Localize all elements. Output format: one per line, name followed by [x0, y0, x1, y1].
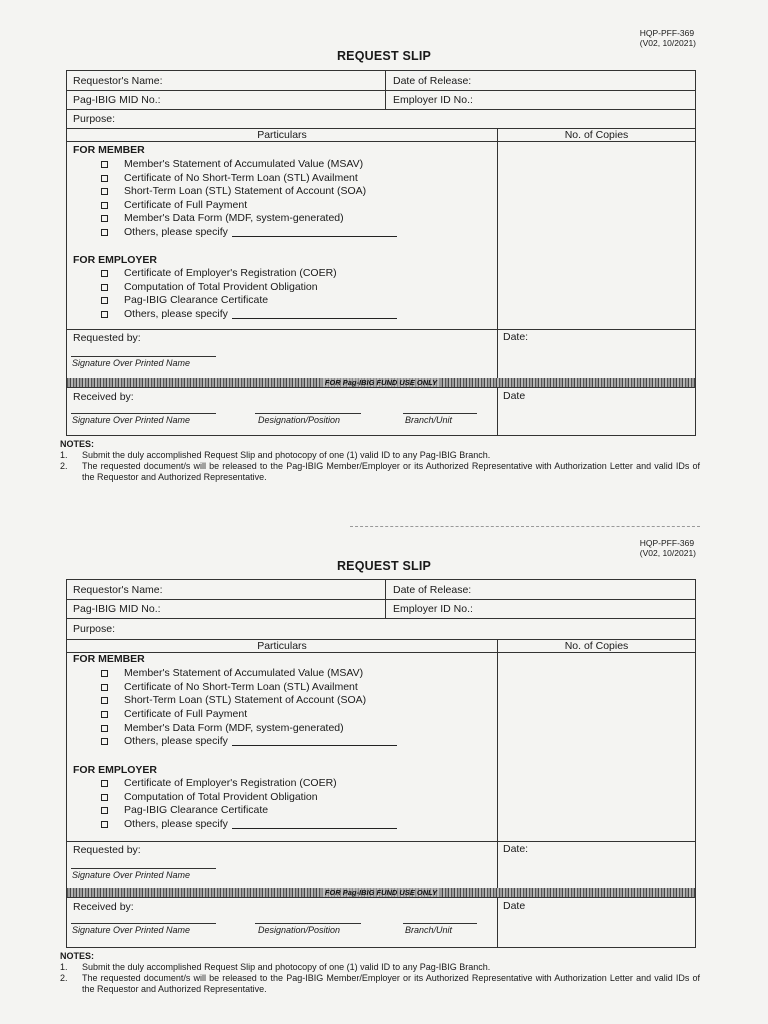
requested-by-row — [67, 329, 695, 379]
checkbox[interactable] — [101, 202, 108, 209]
date-label: Date: — [503, 331, 529, 343]
branch-label: Branch/Unit — [405, 415, 453, 425]
branch-line[interactable] — [403, 413, 477, 414]
date-of-release-field[interactable] — [387, 71, 471, 90]
date-label: Date — [503, 900, 526, 912]
office-use-label: FOR Pag-IBIG FUND USE ONLY — [322, 378, 440, 387]
row-mid — [67, 599, 695, 619]
form-code: HQP-PFF-369 — [639, 28, 695, 38]
particulars-body — [67, 141, 695, 330]
particulars-header — [67, 639, 695, 653]
note-item: 1. Submit the duly accomplished Request Slip and photocopy of one (1) valid ID to any Pag-IBIG Branch. — [60, 450, 491, 460]
option-no-stl[interactable]: Certificate of No Short-Term Loan (STL) Availment — [101, 172, 358, 184]
particulars-col-header: Particulars — [257, 128, 307, 141]
request-form-box — [66, 70, 696, 436]
signature-label: Signature Over Printed Name — [72, 925, 191, 935]
option-clearance[interactable]: Pag-IBIG Clearance Certificate — [101, 294, 268, 306]
option-msav[interactable]: Member's Statement of Accumulated Value (MSAV) — [101, 667, 363, 679]
date-of-release-field[interactable] — [387, 580, 471, 599]
page-title: REQUEST SLIP — [336, 559, 432, 573]
requestor-name-field[interactable] — [67, 71, 385, 90]
checkbox[interactable] — [101, 725, 108, 732]
note-item: 2. The requested document/s will be released to the Pag-IBIG Member/Employer or its Authorized Representative with Authorization Letter and valid IDs of the Requestor and Authorized Representative. — [60, 461, 700, 482]
mid-no-field[interactable] — [67, 599, 385, 618]
requested-by-row — [67, 841, 695, 889]
date-of-release-label: Date of Release: — [393, 583, 472, 596]
form-code-block — [640, 28, 696, 48]
designation-label: Designation/Position — [258, 925, 341, 935]
for-member-heading: FOR MEMBER — [73, 144, 145, 156]
notes-section — [60, 951, 700, 995]
requestor-name-label: Requestor's Name: — [73, 74, 163, 87]
employer-id-field[interactable] — [387, 599, 473, 618]
date-of-release-label: Date of Release: — [393, 74, 472, 87]
copies-col-header: No. of Copies — [564, 128, 629, 141]
checkbox[interactable] — [101, 697, 108, 704]
particulars-col-header: Particulars — [257, 639, 307, 652]
note-item: 2. The requested document/s will be released to the Pag-IBIG Member/Employer or its Authorized Representative with Authorization Letter and valid IDs of the Requestor and Authorized Representative. — [60, 973, 700, 994]
checkbox[interactable] — [101, 188, 108, 195]
checkbox[interactable] — [101, 297, 108, 304]
particulars-body — [67, 652, 695, 842]
option-member-others[interactable]: Others, please specify — [101, 226, 397, 238]
option-tpo[interactable]: Computation of Total Provident Obligation — [101, 281, 318, 293]
designation-line[interactable] — [255, 923, 361, 924]
option-full-payment[interactable]: Certificate of Full Payment — [101, 708, 247, 720]
signature-line[interactable] — [71, 413, 216, 414]
checkbox[interactable] — [101, 161, 108, 168]
form-version: (V02, 10/2021) — [639, 38, 696, 48]
option-stl-soa[interactable]: Short-Term Loan (STL) Statement of Account (SOA) — [101, 694, 366, 706]
checkbox[interactable] — [101, 794, 108, 801]
purpose-label: Purpose: — [73, 622, 116, 635]
form-code-block — [640, 538, 696, 558]
checkbox[interactable] — [101, 780, 108, 787]
option-employer-others[interactable]: Others, please specify — [101, 818, 397, 830]
option-msav[interactable]: Member's Statement of Accumulated Value (MSAV) — [101, 158, 363, 170]
designation-label: Designation/Position — [258, 415, 341, 425]
date-label: Date — [503, 390, 526, 402]
office-use-label: FOR Pag-IBIG FUND USE ONLY — [322, 888, 440, 897]
checkbox[interactable] — [101, 270, 108, 277]
row-mid — [67, 90, 695, 110]
specify-blank[interactable] — [232, 227, 397, 237]
signature-line[interactable] — [71, 356, 216, 357]
checkbox[interactable] — [101, 738, 108, 745]
requested-by-label: Requested by: — [73, 844, 141, 856]
mid-no-field[interactable] — [67, 90, 385, 109]
purpose-field[interactable] — [67, 109, 695, 129]
date-label: Date: — [503, 843, 529, 855]
received-by-row — [67, 388, 695, 435]
particulars-header — [67, 128, 695, 142]
option-clearance[interactable]: Pag-IBIG Clearance Certificate — [101, 804, 268, 816]
received-by-row — [67, 898, 695, 947]
option-stl-soa[interactable]: Short-Term Loan (STL) Statement of Account (SOA) — [101, 185, 366, 197]
form-version: (V02, 10/2021) — [639, 548, 696, 558]
option-coer[interactable]: Certificate of Employer's Registration (COER) — [101, 267, 337, 279]
checkbox[interactable] — [101, 284, 108, 291]
requested-by-label: Requested by: — [73, 332, 141, 344]
copies-col-header: No. of Copies — [564, 639, 629, 652]
row-requestor — [67, 71, 695, 91]
notes-heading: NOTES: — [60, 951, 95, 961]
checkbox[interactable] — [101, 215, 108, 222]
option-full-payment[interactable]: Certificate of Full Payment — [101, 199, 247, 211]
requestor-name-field[interactable] — [67, 580, 385, 599]
signature-label: Signature Over Printed Name — [72, 415, 191, 425]
office-use-band — [67, 378, 695, 388]
for-employer-heading: FOR EMPLOYER — [73, 254, 158, 266]
mid-no-label: Pag-IBIG MID No.: — [73, 93, 161, 106]
received-by-label: Received by: — [73, 391, 134, 403]
option-employer-others[interactable]: Others, please specify — [101, 308, 397, 320]
signature-label: Signature Over Printed Name — [72, 358, 191, 368]
purpose-field[interactable] — [67, 618, 695, 640]
option-coer[interactable]: Certificate of Employer's Registration (COER) — [101, 777, 337, 789]
specify-blank[interactable] — [232, 819, 397, 829]
checkbox[interactable] — [101, 175, 108, 182]
checkbox[interactable] — [101, 684, 108, 691]
option-mdf[interactable]: Member's Data Form (MDF, system-generated) — [101, 722, 344, 734]
purpose-label: Purpose: — [73, 112, 116, 125]
option-member-others[interactable]: Others, please specify — [101, 735, 397, 747]
checkbox[interactable] — [101, 711, 108, 718]
office-use-band — [67, 888, 695, 898]
employer-id-field[interactable] — [387, 90, 473, 109]
received-by-label: Received by: — [73, 901, 134, 913]
page-title: REQUEST SLIP — [336, 49, 432, 63]
option-mdf[interactable]: Member's Data Form (MDF, system-generated) — [101, 212, 344, 224]
checkbox[interactable] — [101, 229, 108, 236]
signature-line[interactable] — [71, 868, 216, 869]
option-no-stl[interactable]: Certificate of No Short-Term Loan (STL) Availment — [101, 681, 358, 693]
employer-id-label: Employer ID No.: — [393, 93, 473, 106]
checkbox[interactable] — [101, 807, 108, 814]
notes-section — [60, 439, 700, 483]
request-form-box — [66, 579, 696, 948]
designation-line[interactable] — [255, 413, 361, 414]
branch-label: Branch/Unit — [405, 925, 453, 935]
employer-id-label: Employer ID No.: — [393, 602, 473, 615]
row-requestor — [67, 580, 695, 600]
signature-line[interactable] — [71, 923, 216, 924]
checkbox[interactable] — [101, 311, 108, 318]
for-employer-heading: FOR EMPLOYER — [73, 764, 158, 776]
specify-blank[interactable] — [232, 309, 397, 319]
specify-blank[interactable] — [232, 736, 397, 746]
signature-label: Signature Over Printed Name — [72, 870, 191, 880]
checkbox[interactable] — [101, 670, 108, 677]
branch-line[interactable] — [403, 923, 477, 924]
form-code: HQP-PFF-369 — [639, 538, 695, 548]
checkbox[interactable] — [101, 821, 108, 828]
note-item: 1. Submit the duly accomplished Request Slip and photocopy of one (1) valid ID to any Pag-IBIG Branch. — [60, 962, 491, 972]
notes-heading: NOTES: — [60, 439, 95, 449]
request-slip-bottom — [0, 510, 768, 1022]
requestor-name-label: Requestor's Name: — [73, 583, 163, 596]
for-member-heading: FOR MEMBER — [73, 653, 145, 665]
option-tpo[interactable]: Computation of Total Provident Obligation — [101, 791, 318, 803]
mid-no-label: Pag-IBIG MID No.: — [73, 602, 161, 615]
